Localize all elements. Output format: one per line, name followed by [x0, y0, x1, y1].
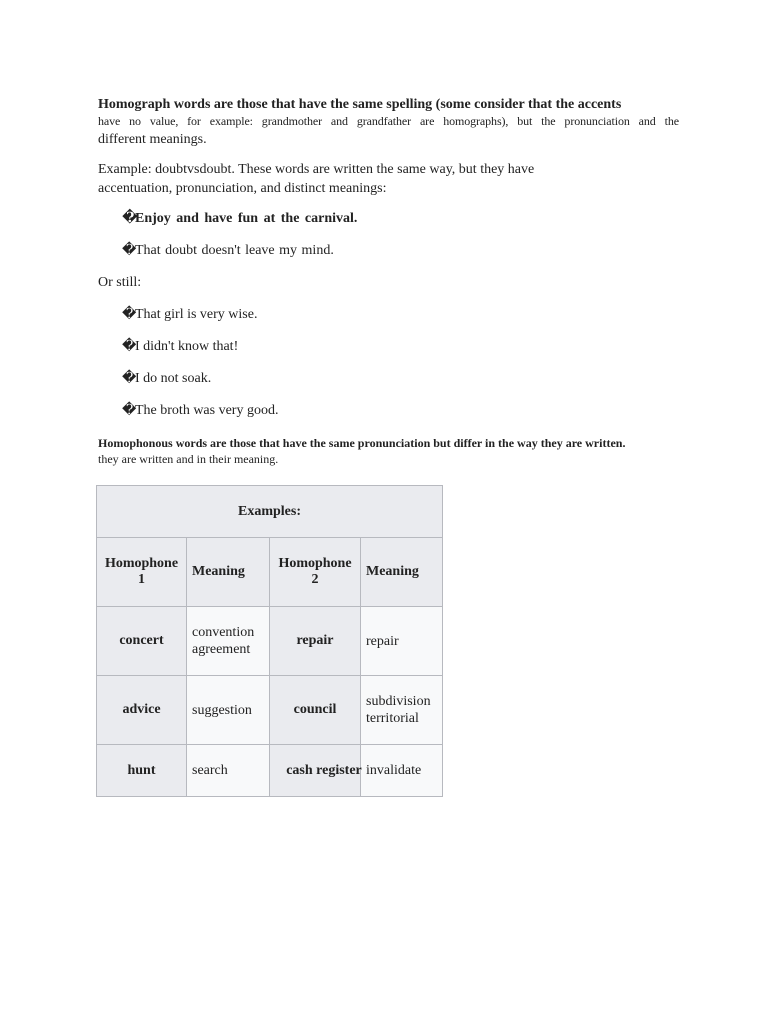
homophonous-line-1: Homophonous words are those that have the same pronunciation but differ in the way they are written.: [98, 436, 626, 450]
meaning-1-cell: suggestion: [187, 676, 270, 745]
meaning-2-cell: invalidate: [361, 745, 443, 797]
column-header-meaning-1: Meaning: [187, 538, 270, 607]
bullet-text: That girl is very wise.: [135, 307, 258, 322]
meaning-2-cell: repair: [361, 607, 443, 676]
bullet-item: [122, 210, 672, 228]
column-header-meaning-2: Meaning: [361, 538, 443, 607]
or-still-text: Or still:: [98, 275, 142, 290]
example-paragraph: [98, 160, 672, 198]
bullet-item: [122, 338, 672, 356]
homophone-2-text: cash register: [286, 762, 362, 778]
homophone-1-cell: hunt: [97, 745, 187, 797]
table-caption-row: [97, 486, 443, 538]
table-caption: Examples:: [97, 486, 443, 538]
table-row: [97, 676, 443, 745]
bullet-text: The broth was very good.: [135, 403, 279, 418]
homophonous-paragraph: [98, 435, 672, 467]
homograph-line-2: have no value, for example: grandmother and grandfather are homographs), but the pronunciation and the: [98, 114, 679, 128]
bullet-glyph-icon: �: [122, 307, 137, 322]
homograph-paragraph: [98, 96, 679, 151]
bullet-glyph-icon: �: [122, 211, 138, 226]
bullet-glyph-icon: �: [122, 339, 137, 354]
meaning-1-cell: search: [187, 745, 270, 797]
bullet-text: That doubt doesn't leave my mind.: [135, 243, 334, 258]
bullet-glyph-icon: �: [122, 371, 137, 386]
bullet-glyph-icon: �: [122, 403, 137, 418]
homophone-2-cell: repair: [270, 607, 361, 676]
bullet-item: [122, 402, 672, 420]
bullet-glyph-icon: �: [122, 243, 137, 258]
bullet-item: [122, 306, 672, 324]
homophone-1-cell: concert: [97, 607, 187, 676]
table-row: [97, 607, 443, 676]
column-header-homophone-2: Homophone 2: [270, 538, 361, 607]
bullet-text: I didn't know that!: [135, 339, 239, 354]
homograph-line-3: different meanings.: [98, 132, 207, 147]
table-row: [97, 745, 443, 797]
example-line-2: accentuation, pronunciation, and distinct meanings:: [98, 181, 387, 196]
table-header-row: [97, 538, 443, 607]
homograph-line-1: Homograph words are those that have the same spelling (some consider that the accents: [98, 97, 622, 112]
bullet-text: I do not soak.: [135, 371, 212, 386]
bullet-item: [122, 370, 672, 388]
bullet-item: [122, 242, 672, 260]
homophone-2-cell: [270, 745, 361, 797]
examples-table: [96, 485, 443, 797]
homophone-1-cell: advice: [97, 676, 187, 745]
document-page: [98, 96, 679, 467]
homophonous-line-2: they are written and in their meaning.: [98, 452, 279, 466]
bullet-text: Enjoy and have fun at the carnival.: [135, 211, 358, 226]
meaning-1-cell: convention agreement: [187, 607, 270, 676]
column-header-homophone-1: Homophone 1: [97, 538, 187, 607]
homophone-2-cell: council: [270, 676, 361, 745]
example-line-1: Example: doubtvsdoubt. These words are written the same way, but they have: [98, 162, 535, 177]
meaning-2-cell: subdivision territorial: [361, 676, 443, 745]
